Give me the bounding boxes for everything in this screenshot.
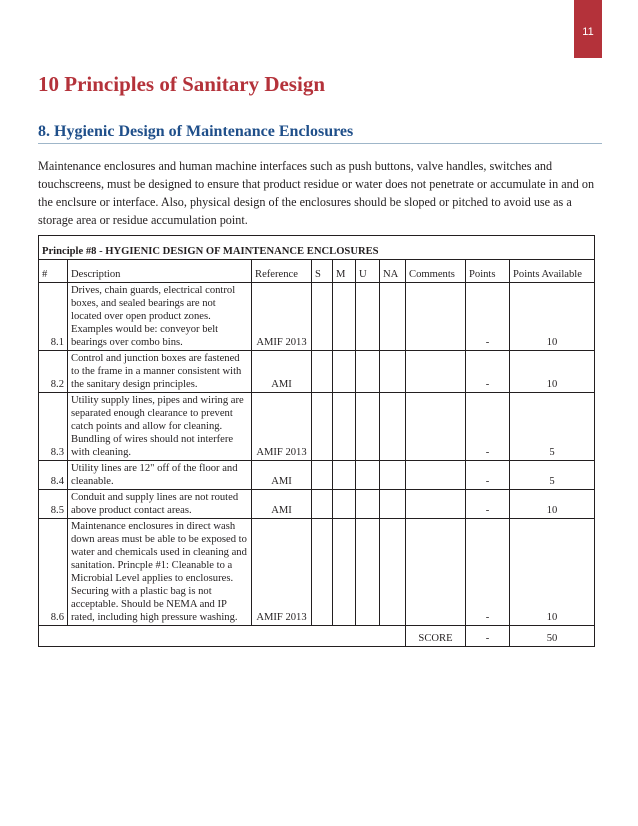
- header-u: U: [356, 260, 380, 283]
- header-number: #: [39, 260, 68, 283]
- cell-u: [356, 519, 380, 626]
- header-s: S: [312, 260, 333, 283]
- cell-s: [312, 351, 333, 393]
- item-points: -: [466, 283, 510, 351]
- cell-m: [333, 351, 356, 393]
- cell-m: [333, 461, 356, 490]
- table-row: [39, 490, 595, 519]
- cell-m: [333, 393, 356, 461]
- cell-na: [380, 519, 406, 626]
- table-row: [39, 393, 595, 461]
- item-reference: AMI: [252, 490, 312, 519]
- item-description: Control and junction boxes are fastened to the frame in a manner consistent with the sanitary design principles.: [68, 351, 252, 393]
- cell-s: [312, 393, 333, 461]
- cell-u: [356, 393, 380, 461]
- item-points: -: [466, 490, 510, 519]
- cell-comments: [406, 461, 466, 490]
- item-number: 8.4: [39, 461, 68, 490]
- header-comments: Comments: [406, 260, 466, 283]
- cell-s: [312, 490, 333, 519]
- item-reference: AMIF 2013: [252, 393, 312, 461]
- section-divider: [38, 143, 602, 144]
- item-reference: AMIF 2013: [252, 283, 312, 351]
- cell-u: [356, 283, 380, 351]
- table-row: [39, 461, 595, 490]
- cell-s: [312, 519, 333, 626]
- header-points-available: Points Available: [510, 260, 595, 283]
- score-points: -: [466, 626, 510, 647]
- cell-comments: [406, 519, 466, 626]
- item-description: Drives, chain guards, electrical control boxes, and sealed bearings are not located over open product zones. Examples would be: conveyor belt bearings over combo bins.: [68, 283, 252, 351]
- table-row: [39, 283, 595, 351]
- checklist-table: [38, 235, 595, 647]
- item-number: 8.3: [39, 393, 68, 461]
- cell-comments: [406, 283, 466, 351]
- header-points: Points: [466, 260, 510, 283]
- cell-u: [356, 461, 380, 490]
- header-na: NA: [380, 260, 406, 283]
- header-reference: Reference: [252, 260, 312, 283]
- item-points: -: [466, 519, 510, 626]
- cell-u: [356, 490, 380, 519]
- intro-paragraph: Maintenance enclosures and human machine interfaces such as push buttons, valve handles, switches and touchscreens, must be designed to ensure that product residue or water does not penetrate or accumulate in and on the enclsure or interface. Also, physical design of the enclosures should be sloped or pitched to avoid use as a storage area or residue accumulation point.: [38, 159, 595, 227]
- header-m: M: [333, 260, 356, 283]
- score-spacer: [39, 626, 406, 647]
- cell-comments: [406, 393, 466, 461]
- item-description: Utility lines are 12" off of the floor and cleanable.: [68, 461, 252, 490]
- table-row: [39, 519, 595, 626]
- item-number: 8.2: [39, 351, 68, 393]
- section-heading: 8. Hygienic Design of Maintenance Enclosures: [38, 123, 354, 140]
- score-available: 50: [510, 626, 595, 647]
- item-points: -: [466, 393, 510, 461]
- item-description: Conduit and supply lines are not routed above product contact areas.: [68, 490, 252, 519]
- cell-m: [333, 519, 356, 626]
- header-description: Description: [68, 260, 252, 283]
- item-points-available: 10: [510, 351, 595, 393]
- item-number: 8.6: [39, 519, 68, 626]
- cell-comments: [406, 351, 466, 393]
- cell-na: [380, 393, 406, 461]
- table-row: [39, 351, 595, 393]
- cell-na: [380, 461, 406, 490]
- item-reference: AMI: [252, 461, 312, 490]
- cell-m: [333, 490, 356, 519]
- score-label: SCORE: [406, 626, 466, 647]
- principle-title: Principle #8 - HYGIENIC DESIGN OF MAINTENANCE ENCLOSURES: [39, 236, 595, 260]
- item-reference: AMI: [252, 351, 312, 393]
- item-points: -: [466, 461, 510, 490]
- table-header-row: [39, 260, 595, 283]
- item-points: -: [466, 351, 510, 393]
- item-reference: AMIF 2013: [252, 519, 312, 626]
- item-points-available: 10: [510, 490, 595, 519]
- cell-s: [312, 283, 333, 351]
- cell-na: [380, 351, 406, 393]
- cell-na: [380, 490, 406, 519]
- item-number: 8.5: [39, 490, 68, 519]
- document-title: 10 Principles of Sanitary Design: [38, 72, 325, 96]
- cell-na: [380, 283, 406, 351]
- cell-m: [333, 283, 356, 351]
- item-points-available: 5: [510, 393, 595, 461]
- cell-comments: [406, 490, 466, 519]
- item-description: Utility supply lines, pipes and wiring are separated enough clearance to prevent catch points and allow for cleaning. Bundling of wires should not interfere with cleaning.: [68, 393, 252, 461]
- item-number: 8.1: [39, 283, 68, 351]
- principle-row: [39, 236, 595, 260]
- page-number: 11: [574, 0, 602, 58]
- score-row: [39, 626, 595, 647]
- cell-s: [312, 461, 333, 490]
- item-points-available: 5: [510, 461, 595, 490]
- item-points-available: 10: [510, 519, 595, 626]
- cell-u: [356, 351, 380, 393]
- item-description: Maintenance enclosures in direct wash down areas must be able to be exposed to water and chemicals used in cleaning and sanitation. Princple #1: Cleanable to a Microbial Level applies to enclosures. Securing with a plastic bag is not acceptable. Should be NEMA and IP rated, including high pressure washing.: [68, 519, 252, 626]
- item-points-available: 10: [510, 283, 595, 351]
